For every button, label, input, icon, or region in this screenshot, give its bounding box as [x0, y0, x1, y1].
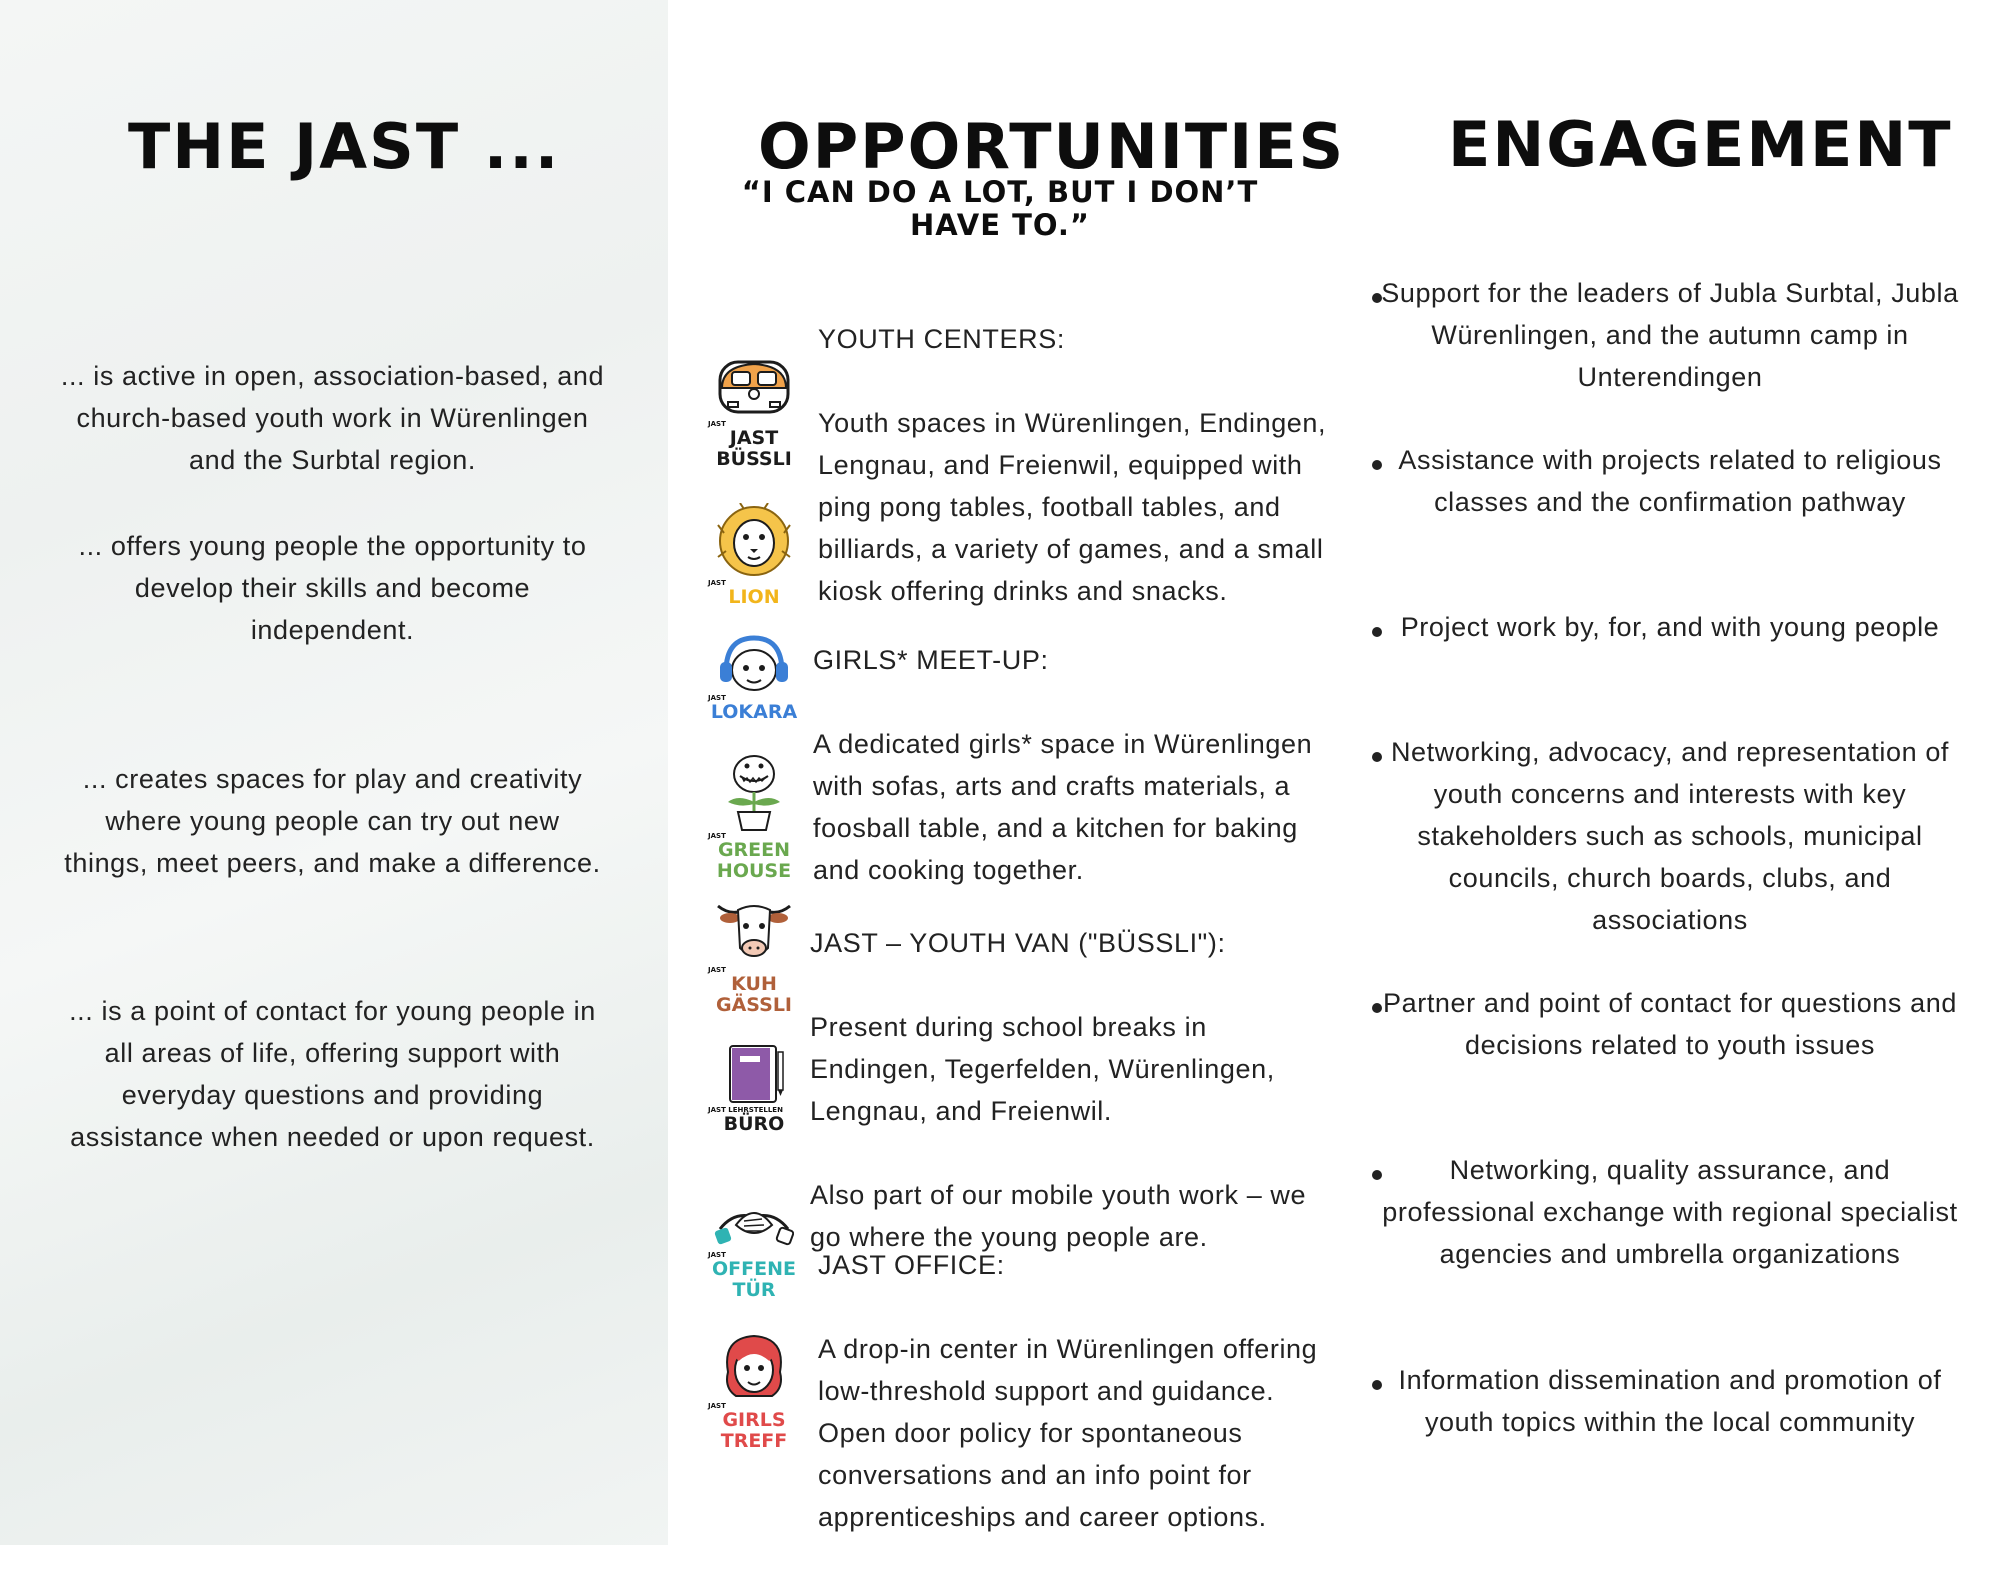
- engagement-item: Project work by, for, and with young people: [1400, 612, 1940, 642]
- cow-icon: [714, 898, 794, 966]
- logo-jast-lokara: JAST LOKARA: [700, 632, 808, 723]
- logo-jast-bussli: JAST JAST BÜSSLI: [700, 358, 808, 470]
- left-paragraph: ... offers young people the opportunity to develop their skills and become independent.: [78, 531, 587, 645]
- logo-jast-offene-tur: JAST OFFENE TÜR: [700, 1195, 808, 1301]
- left-heading: THE JAST ...: [128, 110, 561, 183]
- section-title: YOUTH CENTERS:: [818, 324, 1065, 354]
- notebook-icon: [714, 1044, 794, 1106]
- tagline: “I CAN DO A LOT, BUT I DON’T HAVE TO.”: [741, 175, 1259, 242]
- right-heading: ENGAGEMENT: [1448, 108, 1953, 181]
- section-title: GIRLS* MEET-UP:: [813, 645, 1049, 675]
- section-text: A drop-in center in Würenlingen offering low-threshold support and guidance. Open door policy for spontaneous conversations and an info point for apprenticeships and career options.: [818, 1334, 1318, 1532]
- left-paragraph: ... is a point of contact for young people in all areas of life, offering support with everyday questions and providing assistance when needed or upon request.: [69, 996, 596, 1152]
- handshake-icon: [714, 1195, 794, 1251]
- logo-jast-greenhouse: JAST GREEN HOUSE: [700, 750, 808, 882]
- engagement-item: Partner and point of contact for questions and decisions related to youth issues: [1383, 988, 1957, 1060]
- engagement-item: Information dissemination and promotion of youth topics within the local community: [1398, 1365, 1942, 1437]
- logo-jast-lehrstellenburo: JAST LEHRSTELLEN BÜRO: [700, 1044, 808, 1135]
- section-title: JAST – YOUTH VAN ("BÜSSLI"):: [810, 928, 1226, 958]
- logo-jast-kuhgassli: JAST KUH GÄSSLI: [700, 898, 808, 1016]
- engagement-item: Support for the leaders of Jubla Surbtal, Jubla Würenlingen, and the autumn camp in Unterendingen: [1381, 278, 1959, 392]
- section-text: A dedicated girls* space in Würenlingen with sofas, arts and crafts materials, a foosball table, and a kitchen for baking and cooking together.: [813, 729, 1313, 885]
- lion-icon: [714, 503, 794, 579]
- left-paragraph: ... is active in open, association-based, and church-based youth work in Würenlingen and the Surbtal region.: [60, 361, 605, 475]
- left-paragraph: ... creates spaces for play and creativity where young people can try out new things, meet peers, and make a difference.: [64, 764, 601, 878]
- engagement-item: Assistance with projects related to religious classes and the confirmation pathway: [1398, 445, 1942, 517]
- van-icon: [714, 358, 794, 420]
- middle-heading: OPPORTUNITIES: [758, 110, 1346, 183]
- girl-face-icon: [714, 1332, 794, 1402]
- section-text: Present during school breaks in Endingen, Tegerfelden, Würenlingen, Lengnau, and Freienwil.: [810, 1012, 1275, 1126]
- logo-jast-girls-treff: JAST GIRLS TREFF: [700, 1332, 808, 1452]
- logo-jast-lion: JAST LION: [700, 503, 808, 608]
- section-jast-office: [818, 1202, 1343, 1580]
- headphones-face-icon: [714, 632, 794, 694]
- section-text: Youth spaces in Würenlingen, Endingen, Lengnau, and Freienwil, equipped with ping pong tables, football tables, and billiards, a variety of games, and a small kiosk offering drinks and snacks.: [818, 408, 1327, 606]
- plant-icon: [714, 750, 794, 832]
- section-title: JAST OFFICE:: [818, 1250, 1005, 1280]
- section-text-extra: Also part of our mobile youth work – we go where the young people are.: [810, 1180, 1307, 1252]
- engagement-item: Networking, quality assurance, and professional exchange with regional specialist agencies and umbrella organizations: [1382, 1155, 1958, 1269]
- engagement-item: Networking, advocacy, and representation of youth concerns and interests with key stakeholders such as schools, municipal councils, church boards, clubs, and associations: [1390, 737, 1950, 935]
